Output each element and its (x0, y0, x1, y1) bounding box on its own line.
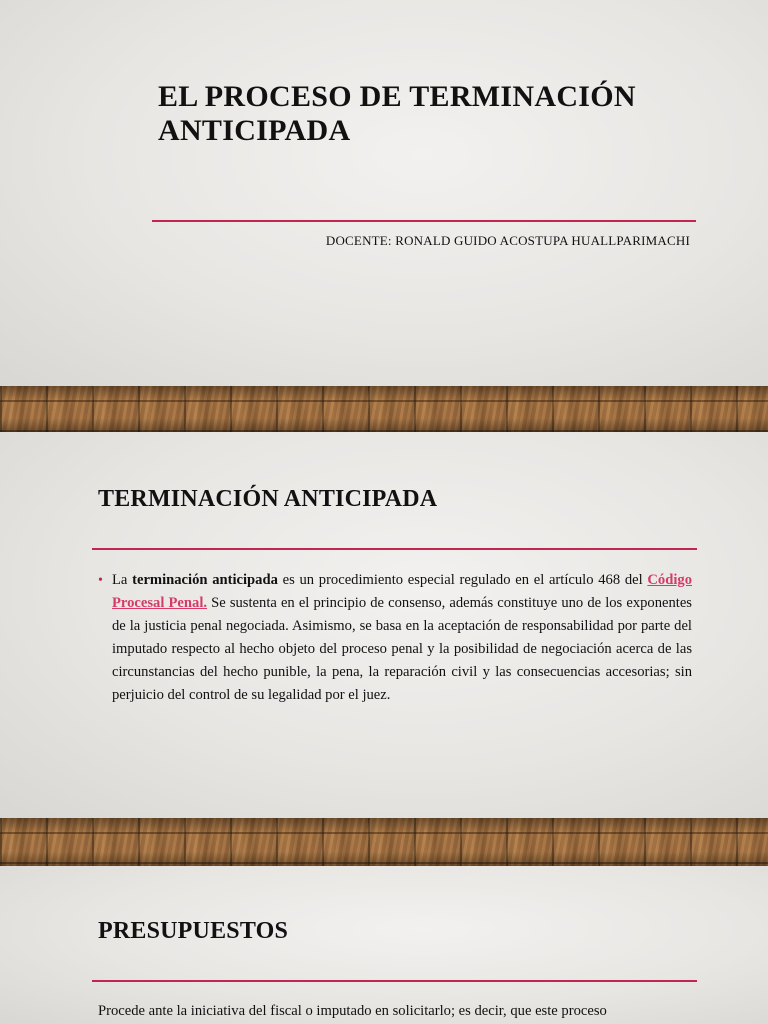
bullet-item (98, 569, 692, 707)
slide-heading: PRESUPUESTOS (98, 918, 289, 944)
bullet-bold-term: terminación anticipada (132, 572, 278, 588)
slide-presupuestos (0, 866, 768, 1024)
heading-divider (92, 548, 697, 550)
heading-divider (92, 980, 697, 982)
wood-floor-divider (0, 386, 768, 432)
bullet-marker: • (98, 573, 103, 588)
presupuestos-paragraph: Procede ante la iniciativa del fiscal o imputado en solicitarlo; es decir, que este proceso (98, 1003, 607, 1019)
wood-floor-divider (0, 818, 768, 866)
slide-heading: TERMINACIÓN ANTICIPADA (98, 486, 438, 512)
presentation-title: EL PROCESO DE TERMINACIÓN ANTICIPADA (158, 80, 636, 147)
presenter-name: DOCENTE: RONALD GUIDO ACOSTUPA HUALLPARIMACHI (325, 233, 690, 248)
slide-title (0, 0, 768, 386)
codigo-procesal-penal-link[interactable]: Código Procesal Penal. (112, 572, 692, 611)
bullet-text-start: La (112, 572, 133, 588)
slide-definition (0, 432, 768, 818)
bullet-text-middle: es un procedimiento especial regulado en el artículo 468 del (277, 572, 648, 588)
title-divider (152, 220, 696, 222)
bullet-text-end: Se sustenta en el principio de consenso, además constituye uno de los exponentes de la justicia penal negociada. Asimismo, se basa en la aceptación de responsabilidad por parte del imputado respecto al hecho objeto del proceso penal y la posibilidad de negociación acerca de las circunstancias del hecho punible, la pena, la reparación civil y las consecuencias accesorias; sin perjuicio del control de su legalidad por el juez. (112, 595, 692, 703)
bullet-text (112, 569, 692, 707)
